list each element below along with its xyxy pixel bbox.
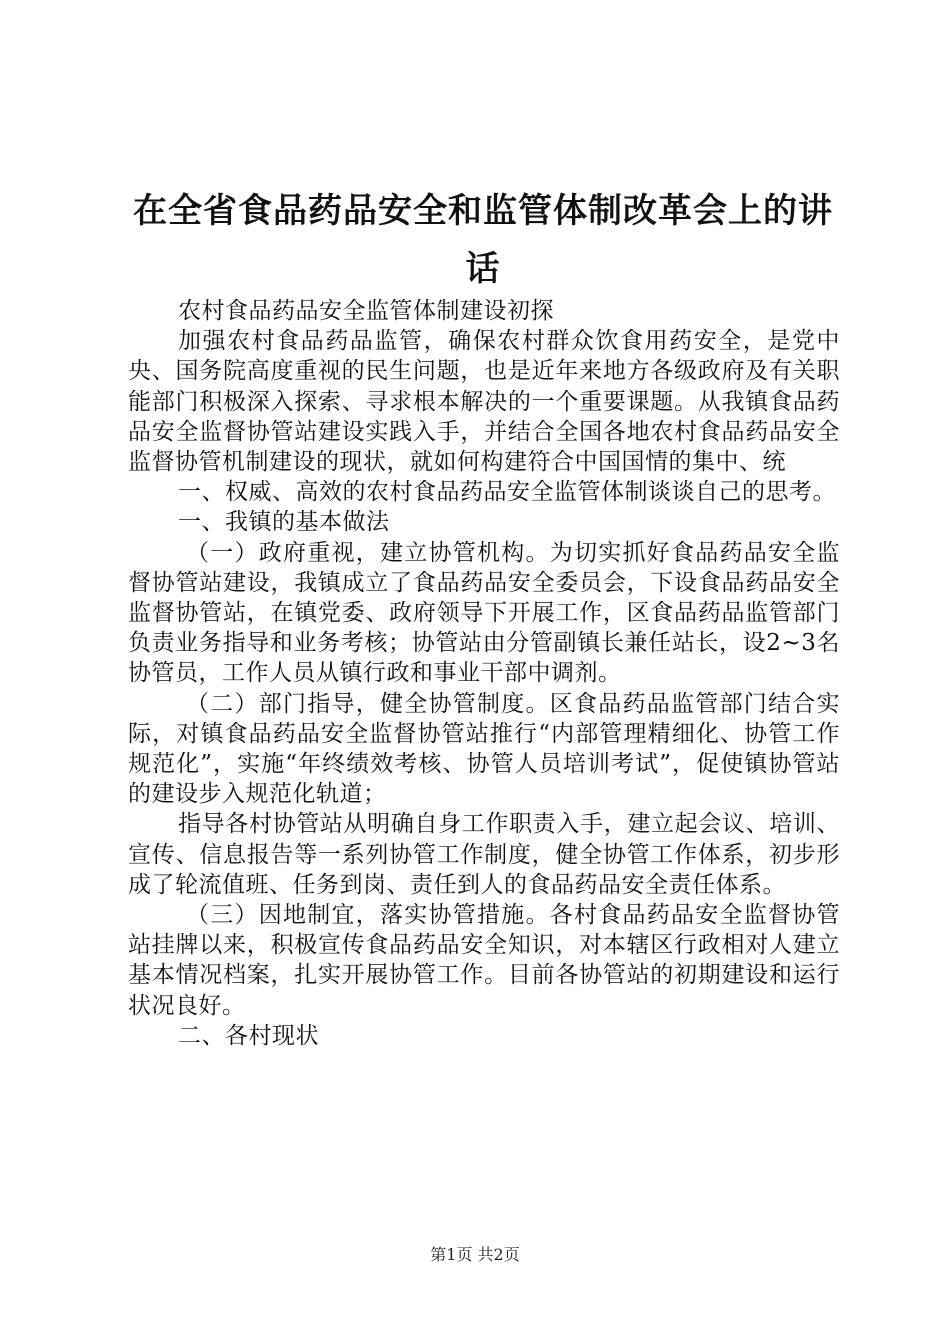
paragraph-item-2: （二）部门指导，健全协管制度。区食品药品监管部门结合实际，对镇食品药品安全监督协管站推行“内部管理精细化、协管工作规范化”，实施“年终绩效考核、协管人员培训考试”，促使镇协管站的建设步入规范化轨道； — [128, 690, 840, 808]
paragraph-guidance: 指导各村协管站从明确自身工作职责入手，建立起会议、培训、宣传、信息报告等一系列协管工作制度，健全协管工作体系，初步形成了轮流值班、任务到岗、责任到人的食品药品安全责任体系。 — [128, 811, 840, 898]
paragraph-item-3: （三）因地制宜，落实协管措施。各村食品药品安全监督协管站挂牌以来，积极宣传食品药品安全知识，对本辖区行政相对人建立基本情况档案，扎实开展协管工作。目前各协管站的初期建设和运行状况良好。 — [128, 902, 840, 1019]
paragraph-thinking: 一、权威、高效的农村食品药品安全监管体制谈谈自己的思考。 — [178, 479, 836, 506]
section-heading-basic-practice: 一、我镇的基本做法 — [178, 509, 390, 536]
section-heading-village-status: 二、各村现状 — [178, 1022, 319, 1049]
paragraph-item-1: （一）政府重视，建立协管机构。为切实抓好食品药品安全监督协管站建设，我镇成立了食品药品安全委员会，下设食品药品安全监督协管站，在镇党委、政府领导下开展工作，区食品药品监管部门负责业务指导和业务考核；协管站由分管副镇长兼任站长，设2~3名协管员，工作人员从镇行政和事业干部中调剂。 — [128, 539, 840, 687]
page-footer: 第1页 共2页 — [430, 1245, 520, 1264]
paragraph-intro: 加强农村食品药品监管，确保农村群众饮食用药安全，是党中央、国务院高度重视的民生问题，也是近年来地方各级政府及有关职能部门积极深入探索、寻求根本解决的一个重要课题。从我镇食品药品安全监督协管站建设实践入手，并结合全国各地农村食品药品安全监督协管机制建设的现状，就如何构建符合中国国情的集中、统 — [128, 328, 840, 476]
paragraph-subtitle: 农村食品药品安全监管体制建设初探 — [178, 298, 554, 324]
document-body — [128, 296, 840, 1051]
document-title: 在全省食品药品安全和监管体制改革会上的讲话 — [133, 191, 833, 289]
